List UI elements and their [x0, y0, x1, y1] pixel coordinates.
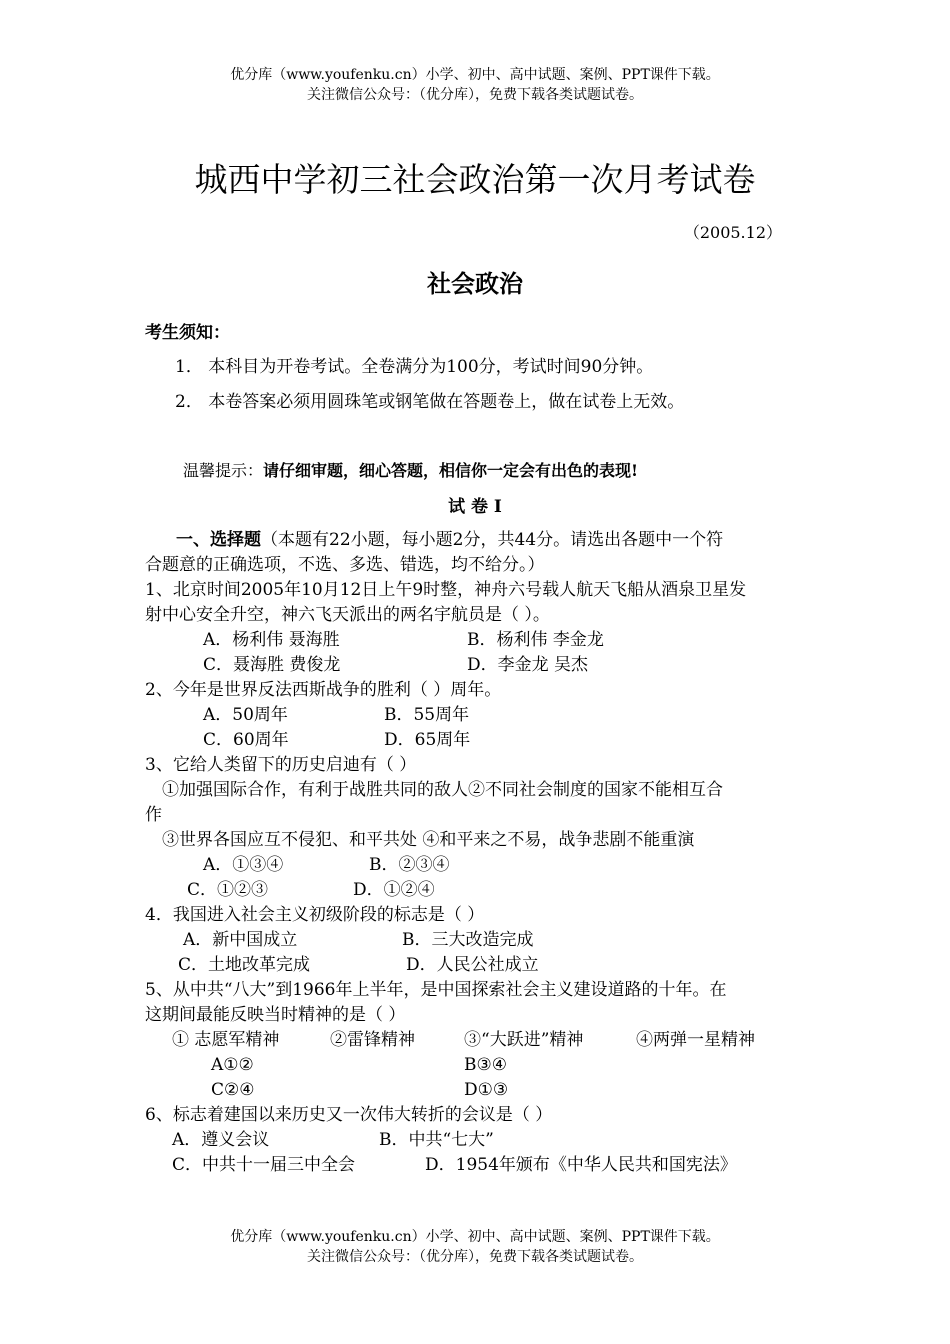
- page-title: 城西中学初三社会政治第一次月考试卷: [194, 160, 756, 199]
- section-heading: 一、选择题: [176, 530, 261, 550]
- q3-stem-2: ①加强国际合作，有利于战胜共同的敌人②不同社会制度的国家不能相互合: [162, 780, 723, 800]
- q6-option-a: A．遵义会议: [172, 1130, 270, 1150]
- q5-option-b: B③④: [464, 1055, 507, 1075]
- q6-option-b: B．中共“七大”: [379, 1130, 494, 1150]
- subject-heading: 社会政治: [427, 269, 523, 298]
- q1-stem-2: 射中心安全升空，神六飞天派出的两名宇航员是（ ）。: [145, 605, 550, 625]
- exam-date: （2005.12）: [683, 223, 782, 242]
- q3-option-a: A．①③④: [203, 855, 284, 875]
- q1-option-c: C．聂海胜 费俊龙: [203, 655, 341, 675]
- q6-option-d: D．1954年颁布《中华人民共和国宪法》: [425, 1155, 737, 1175]
- q3-stem-3: 作: [145, 805, 162, 825]
- paper-label: 试 卷 Ⅰ: [448, 497, 502, 517]
- notice-item-1: 1． 本科目为开卷考试。全卷满分为100分，考试时间90分钟。: [175, 357, 654, 377]
- q5-item-2: ②雷锋精神: [330, 1030, 415, 1050]
- q3-stem-4: ③世界各国应互不侵犯、和平共处 ④和平来之不易，战争悲剧不能重演: [162, 830, 695, 850]
- q4-option-a: A．新中国成立: [183, 930, 298, 950]
- q6-option-c: C．中共十一届三中全会: [172, 1155, 356, 1175]
- header-line-2: 关注微信公众号：（优分库），免费下载各类试题试卷。: [307, 87, 643, 103]
- q5-item-3: ③“大跃进”精神: [464, 1030, 584, 1050]
- warm-tip-label: 温馨提示：: [183, 461, 264, 480]
- header-line-1: 优分库（www.youfenku.cn）小学、初中、高中试题、案例、PPT课件下载。: [230, 67, 720, 83]
- q1-option-d: D．李金龙 吴杰: [467, 655, 589, 675]
- notice-heading: 考生须知：: [145, 323, 230, 343]
- q5-stem-2: 这期间最能反映当时精神的是（ ）: [145, 1005, 406, 1025]
- q2-option-a: A．50周年: [203, 705, 288, 725]
- section-desc-1: （本题有22小题，每小题2分，共44分。请选出各题中一个符: [261, 530, 724, 550]
- q2-option-c: C．60周年: [203, 730, 289, 750]
- q4-option-c: C．土地改革完成: [178, 955, 311, 975]
- q2-stem: 2、今年是世界反法西斯战争的胜利（ ）周年。: [145, 680, 502, 700]
- q2-option-b: B．55周年: [384, 705, 470, 725]
- q3-stem-1: 3、它给人类留下的历史启迪有（ ）: [145, 755, 417, 775]
- footer-line-2: 关注微信公众号：（优分库），免费下载各类试题试卷。: [307, 1249, 643, 1265]
- q4-option-d: D．人民公社成立: [406, 955, 539, 975]
- footer-line-1: 优分库（www.youfenku.cn）小学、初中、高中试题、案例、PPT课件下载。: [230, 1229, 720, 1245]
- q3-option-b: B．②③④: [369, 855, 450, 875]
- q5-option-a: A①②: [211, 1055, 254, 1075]
- q1-option-b: B．杨利伟 李金龙: [467, 630, 604, 650]
- q3-option-d: D．①②④: [353, 880, 435, 900]
- q5-item-4: ④两弹一星精神: [636, 1030, 755, 1050]
- q5-option-d: D①③: [464, 1080, 509, 1100]
- notice-item-2: 2． 本卷答案必须用圆珠笔或钢笔做在答题卷上，做在试卷上无效。: [175, 392, 685, 412]
- q6-stem: 6、标志着建国以来历史又一次伟大转折的会议是（ ）: [145, 1105, 553, 1125]
- q3-option-c: C．①②③: [187, 880, 269, 900]
- q4-option-b: B．三大改造完成: [402, 930, 534, 950]
- q5-stem-1: 5、从中共“八大”到1966年上半年，是中国探索社会主义建设道路的十年。在: [145, 980, 727, 1000]
- section-heading-line: [176, 528, 723, 552]
- q1-stem-1: 1、北京时间2005年10月12日上午9时整，神舟六号载人航天飞船从酒泉卫星发: [145, 580, 747, 600]
- q2-option-d: D．65周年: [384, 730, 471, 750]
- q1-option-a: A．杨利伟 聂海胜: [203, 630, 340, 650]
- warm-tip-text: 请仔细审题，细心答题，相信你一定会有出色的表现!: [263, 461, 639, 480]
- q4-stem: 4．我国进入社会主义初级阶段的标志是（ ）: [145, 905, 485, 925]
- warm-tip: [183, 459, 638, 483]
- q5-option-c: C②④: [211, 1080, 255, 1100]
- q5-item-1: ① 志愿军精神: [172, 1030, 280, 1050]
- section-desc-2: 合题意的正确选项，不选、多选、错选，均不给分。）: [145, 555, 545, 575]
